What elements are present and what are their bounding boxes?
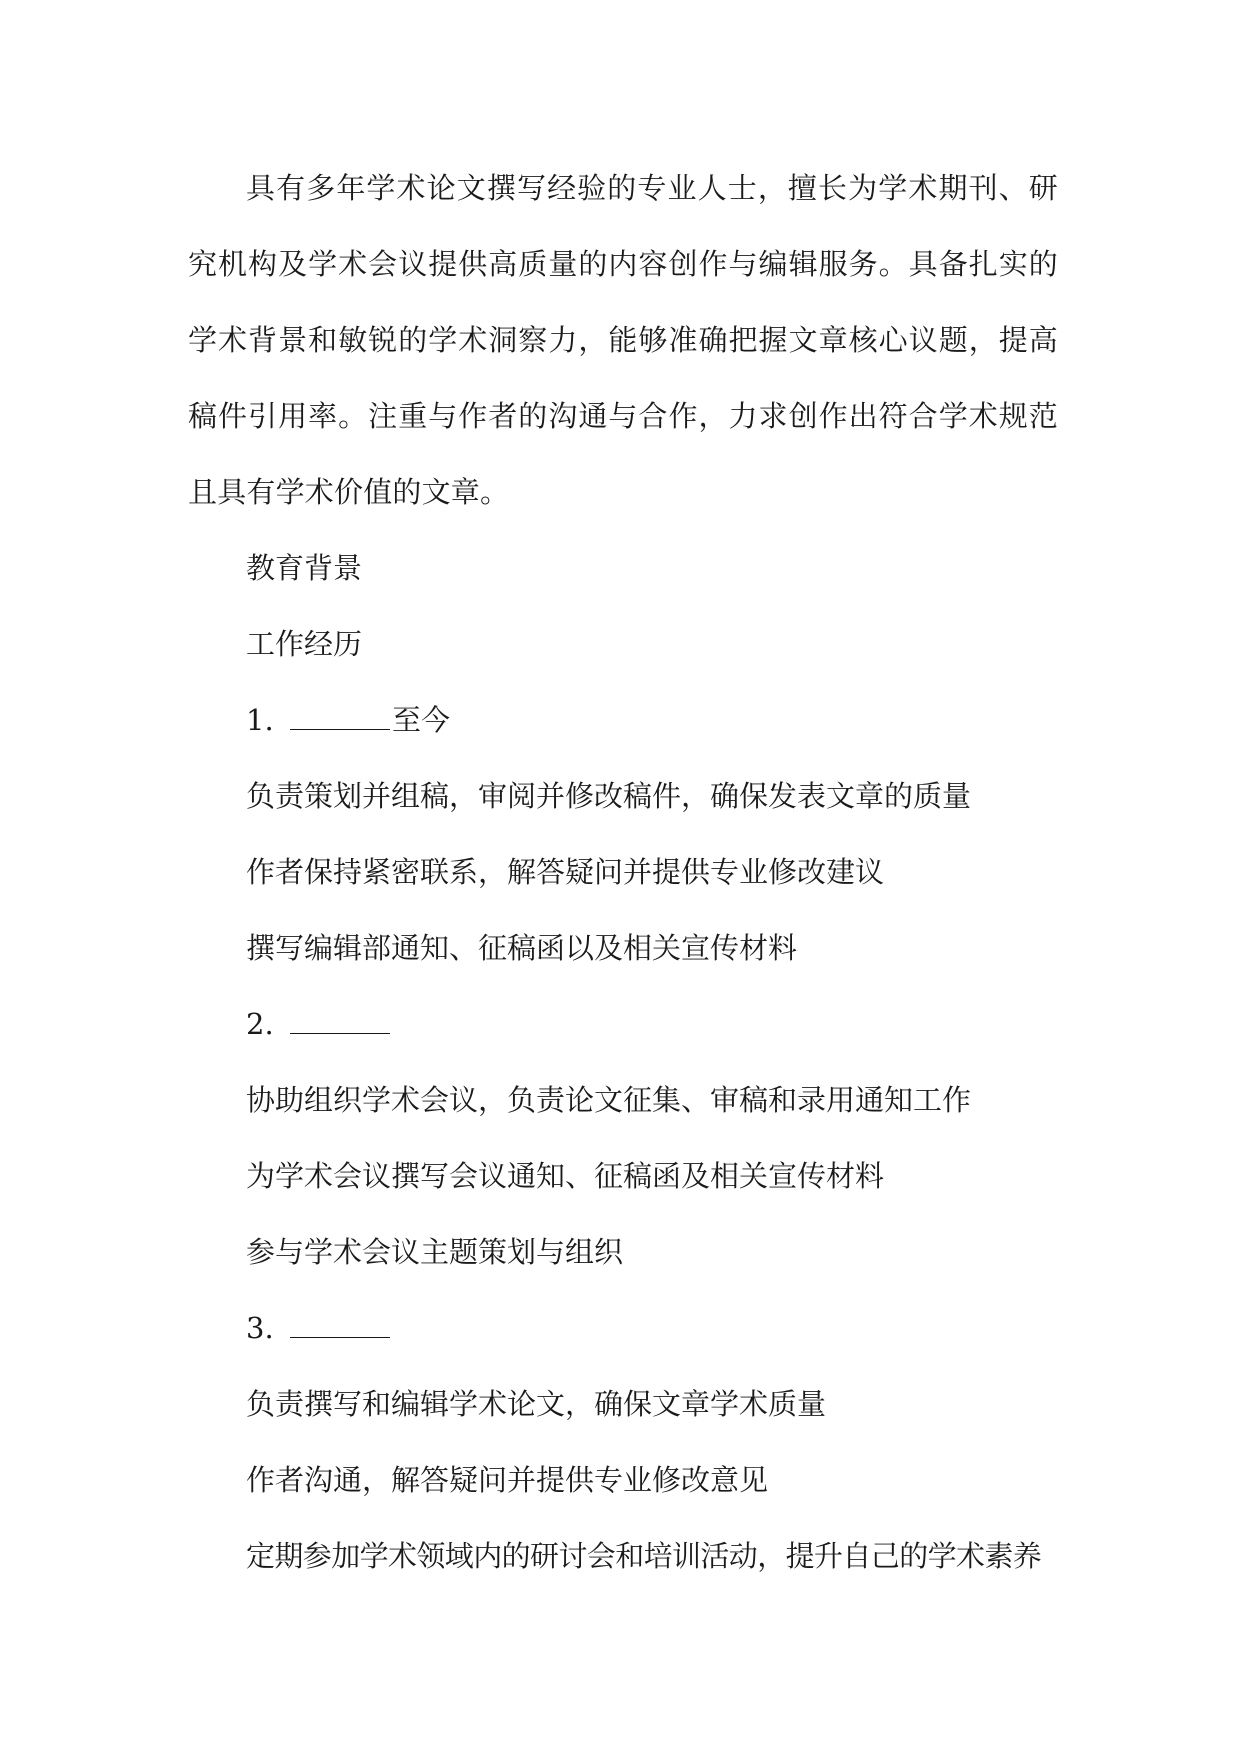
job-2-header: [188, 986, 1058, 1062]
job-2-number: 2.: [246, 1007, 274, 1041]
job-3-duty-2: 作者沟通，解答疑问并提供专业修改意见: [246, 1463, 769, 1497]
job-3-duty-1: 负责撰写和编辑学术论文，确保文章学术质量: [246, 1387, 827, 1421]
job-1-duty-3: 撰写编辑部通知、征稿函以及相关宣传材料: [246, 931, 798, 965]
job-1-header: [188, 682, 1058, 758]
job-1-duty-1: 负责策划并组稿，审阅并修改稿件，确保发表文章的质量: [246, 779, 972, 813]
document-body: [188, 150, 1058, 1594]
job-2-duty-1: 协助组织学术会议，负责论文征集、审稿和录用通知工作: [246, 1083, 972, 1117]
job-2-duty-3: 参与学术会议主题策划与组织: [246, 1235, 624, 1269]
job-1-duty-2: 作者保持紧密联系，解答疑问并提供专业修改建议: [246, 855, 885, 889]
job-2-date-blank: [290, 1013, 390, 1034]
job-3-header: [188, 1290, 1058, 1366]
job-3-duty-3: 定期参加学术领域内的研讨会和培训活动，提升自己的学术素养: [246, 1539, 1042, 1573]
job-2-duty-2: 为学术会议撰写会议通知、征稿函及相关宣传材料: [246, 1159, 885, 1193]
education-heading: 教育背景: [246, 551, 363, 585]
work-heading: 工作经历: [246, 627, 363, 661]
job-1-number: 1.: [246, 703, 274, 737]
intro-paragraph: 具有多年学术论文撰写经验的专业人士，擅长为学术期刊、研究机构及学术会议提供高质量的内容创作与编辑服务。具备扎实的学术背景和敏锐的学术洞察力，能够准确把握文章核心议题，提高稿件引用率。注重与作者的沟通与合作，力求创作出符合学术规范且具有学术价值的文章。: [188, 171, 1058, 509]
job-3-date-blank: [290, 1317, 390, 1338]
job-1-period-suffix: 至今: [392, 703, 451, 737]
job-1-date-blank: [290, 709, 390, 730]
job-3-number: 3.: [246, 1311, 274, 1345]
